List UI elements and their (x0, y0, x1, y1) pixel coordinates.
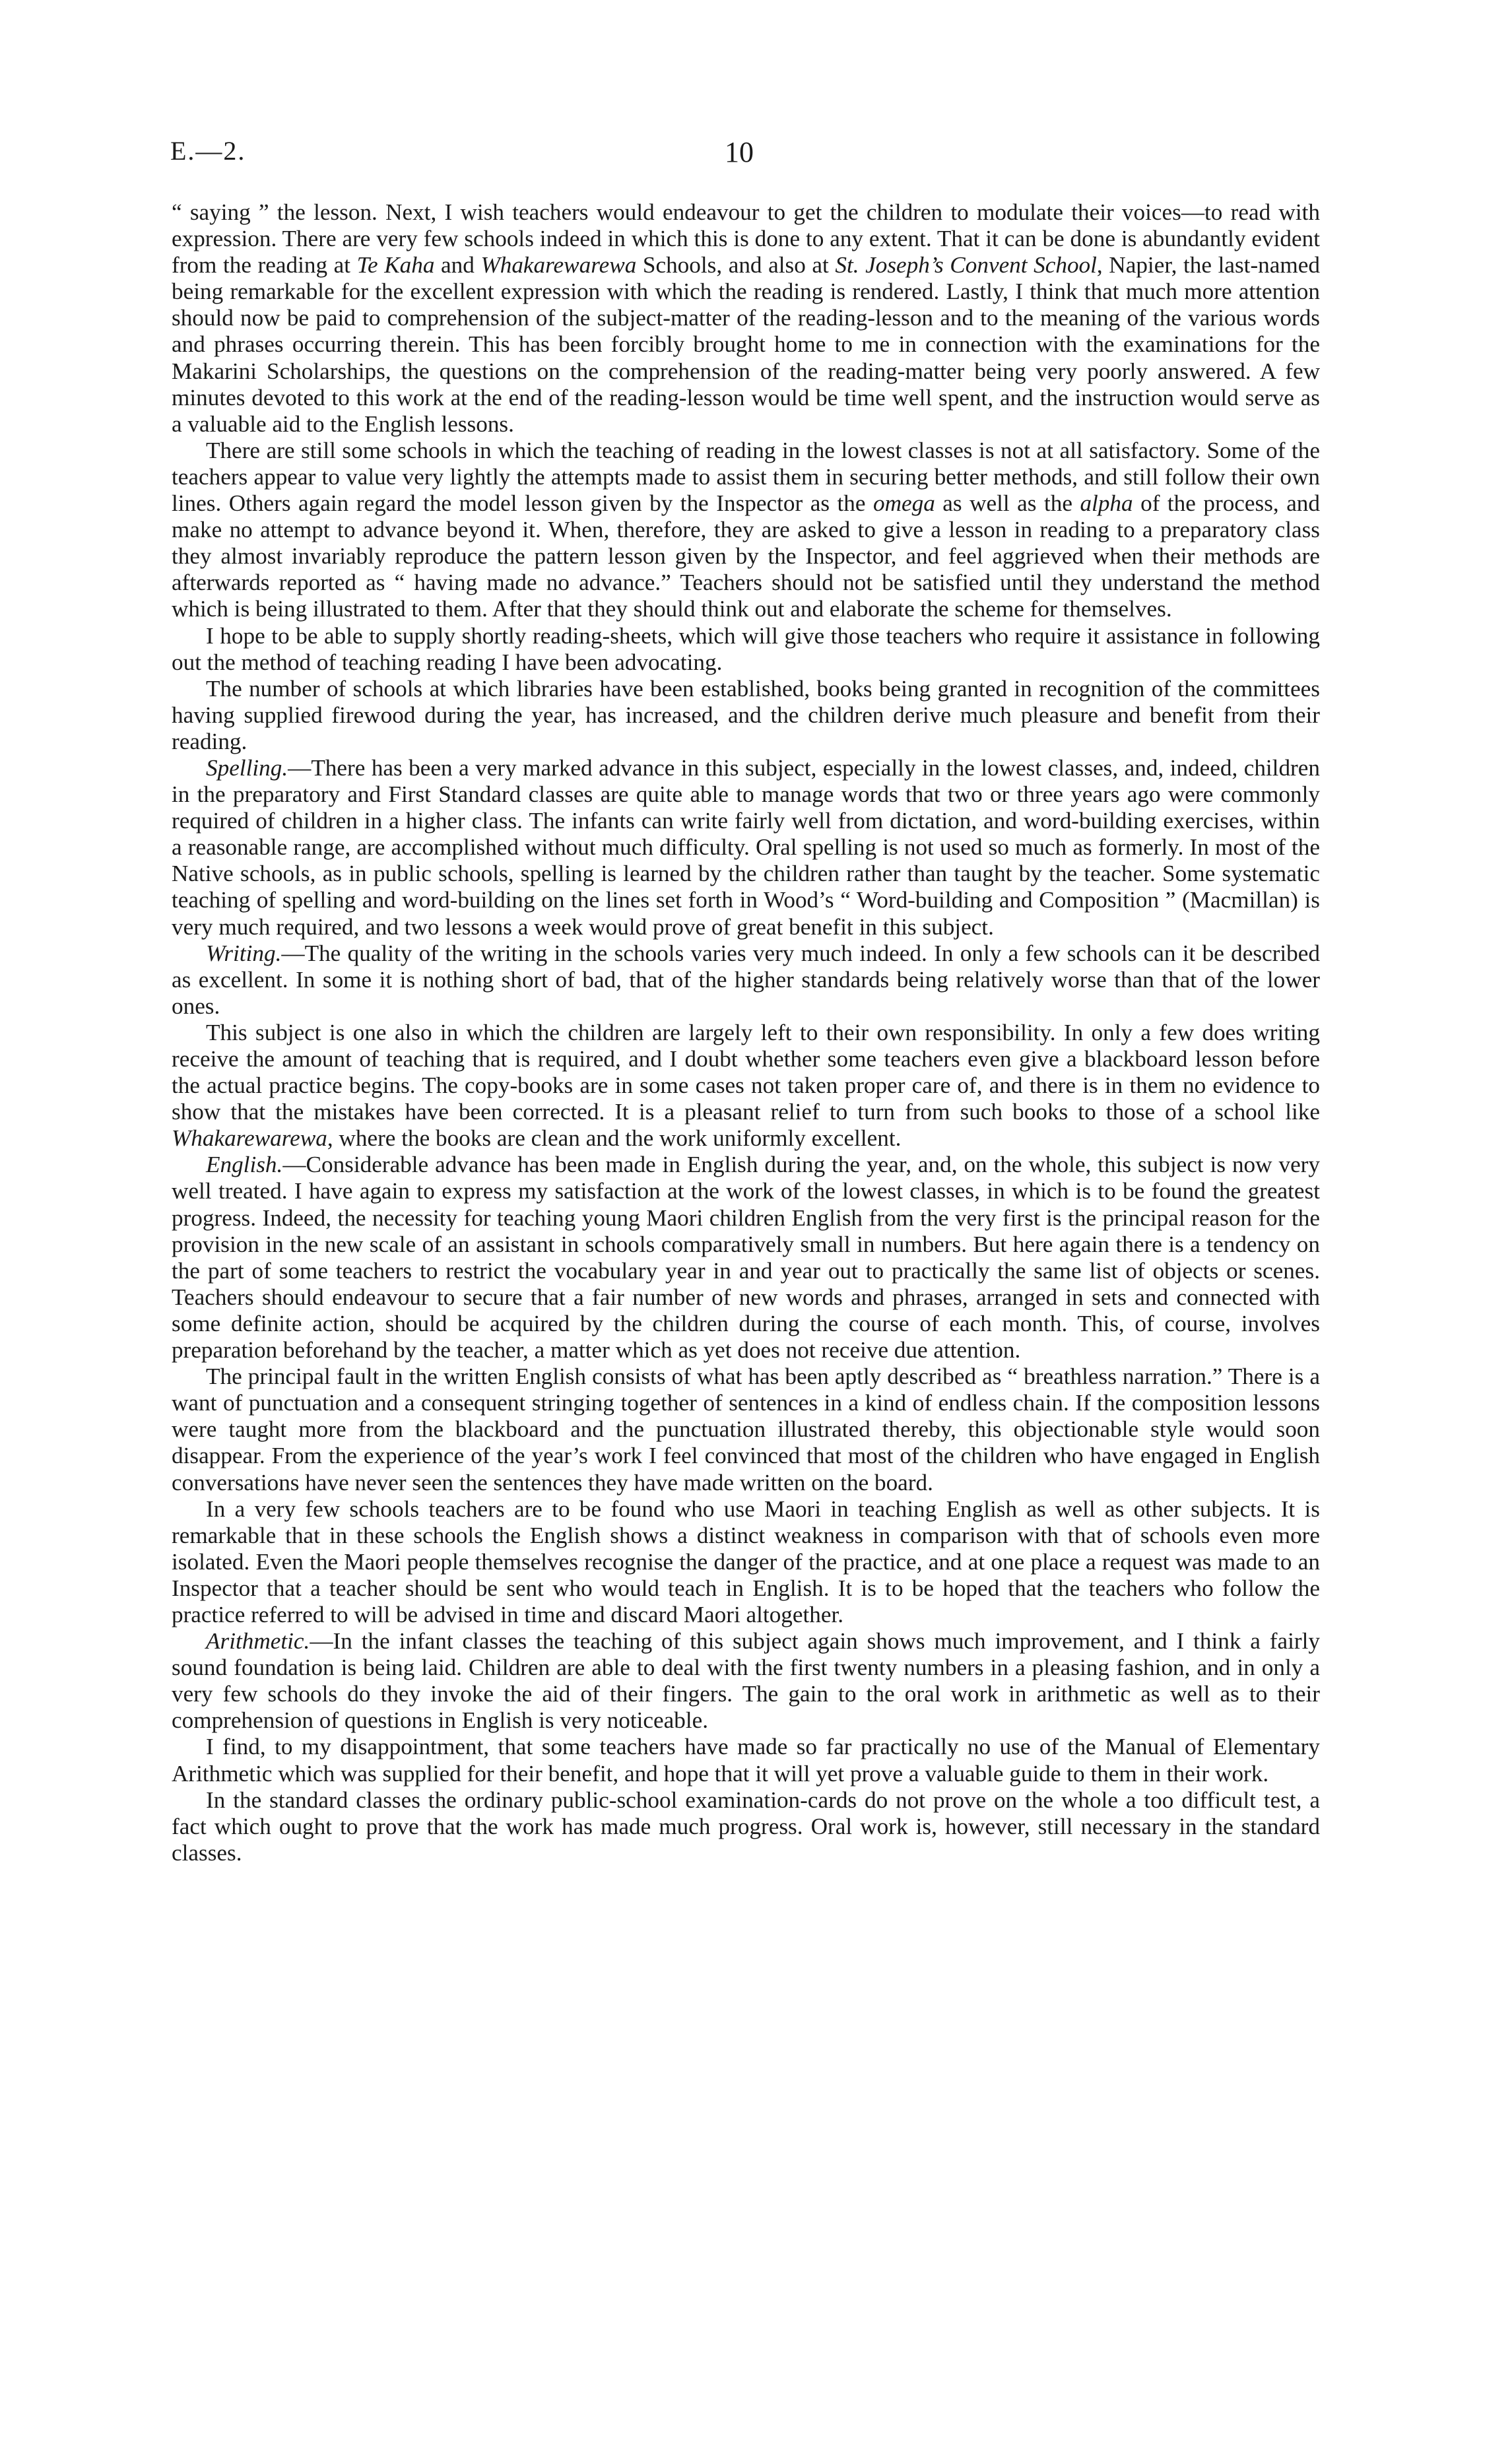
document-reference: E.—2. (170, 136, 246, 166)
paragraph-spelling: Spelling.—There has been a very marked advance in this subject, especially in the lowest classes, and, indeed, children in the preparatory and First Standard classes are quite able to manage words that two or three years ago were commonly required of children in a higher class. The infants can write fairly well from dictation, and word-building exercises, within a reasonable range, are accomplished without much difficulty. Oral spelling is not used so much as formerly. In most of the Native schools, as in public schools, spelling is learned by the children rather than taught by the teacher. Some systematic teaching of spelling and word-building on the lines set forth in Wood’s “ Word-building and Composition ” (Macmillan) is very much required, and two lessons a week would prove of great benefit in this subject. (172, 754, 1320, 940)
paragraph-english: English.—Considerable advance has been made in English during the year, and, on the whole, this subject is now very well treated. I have again to express my satisfaction at the work of the lowest classes, in which is to be found the greatest progress. Indeed, the necessity for teaching young Maori children English from the very first is the principal reason for the provision in the new scale of an assistant in schools comparatively small in numbers. But here again there is a tendency on the part of some teachers to restrict the vocabulary year in and year out to practically the same list of objects or scenes. Teachers should endeavour to secure that a fair number of new words and phrases, arranged in sets and connected with some definite action, should be acquired by the children during the course of each month. This, of course, involves preparation beforehand by the teacher, a matter which as yet does not receive due attention. (172, 1152, 1320, 1363)
paragraph-writing: Writing.—The quality of the writing in the schools varies very much indeed. In only a few schools can it be described as excellent. In some it is nothing short of bad, that of the higher standards being relatively worse than that of the lower ones. (172, 940, 1320, 1019)
school-name: St. Joseph’s Convent School (835, 252, 1097, 279)
school-name: Te Kaha (356, 252, 435, 279)
section-heading-english: English. (206, 1152, 283, 1178)
paragraph-standard-classes: In the standard classes the ordinary public-school examination-cards do not prove on the whole a too difficult test, a fact which ought to prove that the work has made much progress. Oral work is, however, still necessary in the standard classes. (172, 1787, 1320, 1866)
paragraph-reading-sheets: I hope to be able to supply shortly reading-sheets, which will give those teachers who require it assistance in following out the method of teaching reading I have been advocating. (172, 622, 1320, 675)
paragraph-reading-lowest-classes: There are still some schools in which the teaching of reading in the lowest classes is not at all satisfactory. Some of the teachers appear to value very lightly the attempts made to assist them in securing better methods, and still follow their own lines. Others again regard the model lesson given by the Inspector as the omega as well as the alpha of the process, and make no attempt to advance beyond it. When, therefore, they are asked to give a lesson in reading to a preparatory class they almost invariably reproduce the pattern lesson given by the Inspector, and feel aggrieved when their methods are afterwards reported as “ having made no advance.” Teachers should not be satisfied until they understand the method which is being illustrated to them. After that they should think out and elaborate the scheme for themselves. (172, 437, 1320, 622)
paragraph-writing-responsibility: This subject is one also in which the children are largely left to their own responsibility. In only a few does writing receive the amount of teaching that is required, and I doubt whether some teachers even give a blackboard lesson before the actual practice begins. The copy-books are in some cases not taken proper care of, and there is in them no evidence to show that the mistakes have been corrected. It is a pleasant relief to turn from such books to those of a school like Whakarewarewa, where the books are clean and the work uniformly excellent. (172, 1019, 1320, 1152)
section-heading-arithmetic: Arithmetic. (206, 1628, 310, 1655)
body-text (172, 199, 1320, 1866)
school-name: Whakarewarewa (172, 1125, 327, 1152)
section-heading-writing: Writing. (206, 940, 282, 966)
paragraph-arithmetic-manual: I find, to my disappointment, that some teachers have made so far practically no use of the Manual of Elementary Arithmetic which was supplied for their benefit, and hope that it will yet prove a valuable guide to them in their work. (172, 1734, 1320, 1787)
school-name: Whakarewarewa (480, 252, 637, 279)
section-heading-spelling: Spelling. (206, 754, 288, 781)
paragraph-reading-expression: “ saying ” the lesson. Next, I wish teachers would endeavour to get the children to modulate their voices—to read with expression. There are very few schools indeed in which this is done to any extent. That it can be done is abundantly evident from the reading at Te Kaha and Whakarewarewa Schools, and also at St. Joseph’s Convent School, Napier, the last-named being remarkable for the excellent expression with which the reading is rendered. Lastly, I think that much more attention should now be paid to comprehension of the subject-matter of the reading-lesson and to the meaning of the various words and phrases occurring therein. This has been forcibly brought home to me in connection with the examinations for the Makarini Scholarships, the questions on the comprehension of the reading-matter being very poorly answered. A few minutes devoted to this work at the end of the reading-lesson would be time well spent, and the instruction would serve as a valuable aid to the English lessons. (172, 199, 1320, 437)
paragraph-maori-teaching: In a very few schools teachers are to be found who use Maori in teaching English as well as other subjects. It is remarkable that in these schools the English shows a distinct weakness in comparison with that of schools even more isolated. Even the Maori people themselves recognise the danger of the practice, and at one place a request was made to an Inspector that a teacher should be sent who would teach in English. It is to be hoped that the teachers who follow the practice referred to will be advised in time and discard Maori altogether. (172, 1495, 1320, 1627)
paragraph-written-english: The principal fault in the written English consists of what has been aptly described as “ breathless narration.” There is a want of punctuation and a consequent stringing together of sentences in a kind of endless chain. If the composition lessons were taught more from the blackboard and the punctuation illustrated thereby, this objectionable style would soon disappear. From the experience of the year’s work I feel convinced that most of the children who have engaged in English conversations have never seen the sentences they have made written on the board. (172, 1363, 1320, 1495)
paragraph-arithmetic: Arithmetic.—In the infant classes the teaching of this subject again shows much improvement, and I think a fairly sound foundation is being laid. Children are able to deal with the first twenty numbers in a pleasing fashion, and in only a very few schools do they invoke the aid of their fingers. The gain to the oral work in arithmetic as well as to their comprehension of questions in English is very noticeable. (172, 1628, 1320, 1734)
page-header (0, 135, 1512, 175)
page-number: 10 (725, 136, 754, 168)
paragraph-libraries: The number of schools at which libraries have been established, books being granted in recognition of the committees having supplied firewood during the year, has increased, and the children derive much pleasure and benefit from their reading. (172, 675, 1320, 754)
